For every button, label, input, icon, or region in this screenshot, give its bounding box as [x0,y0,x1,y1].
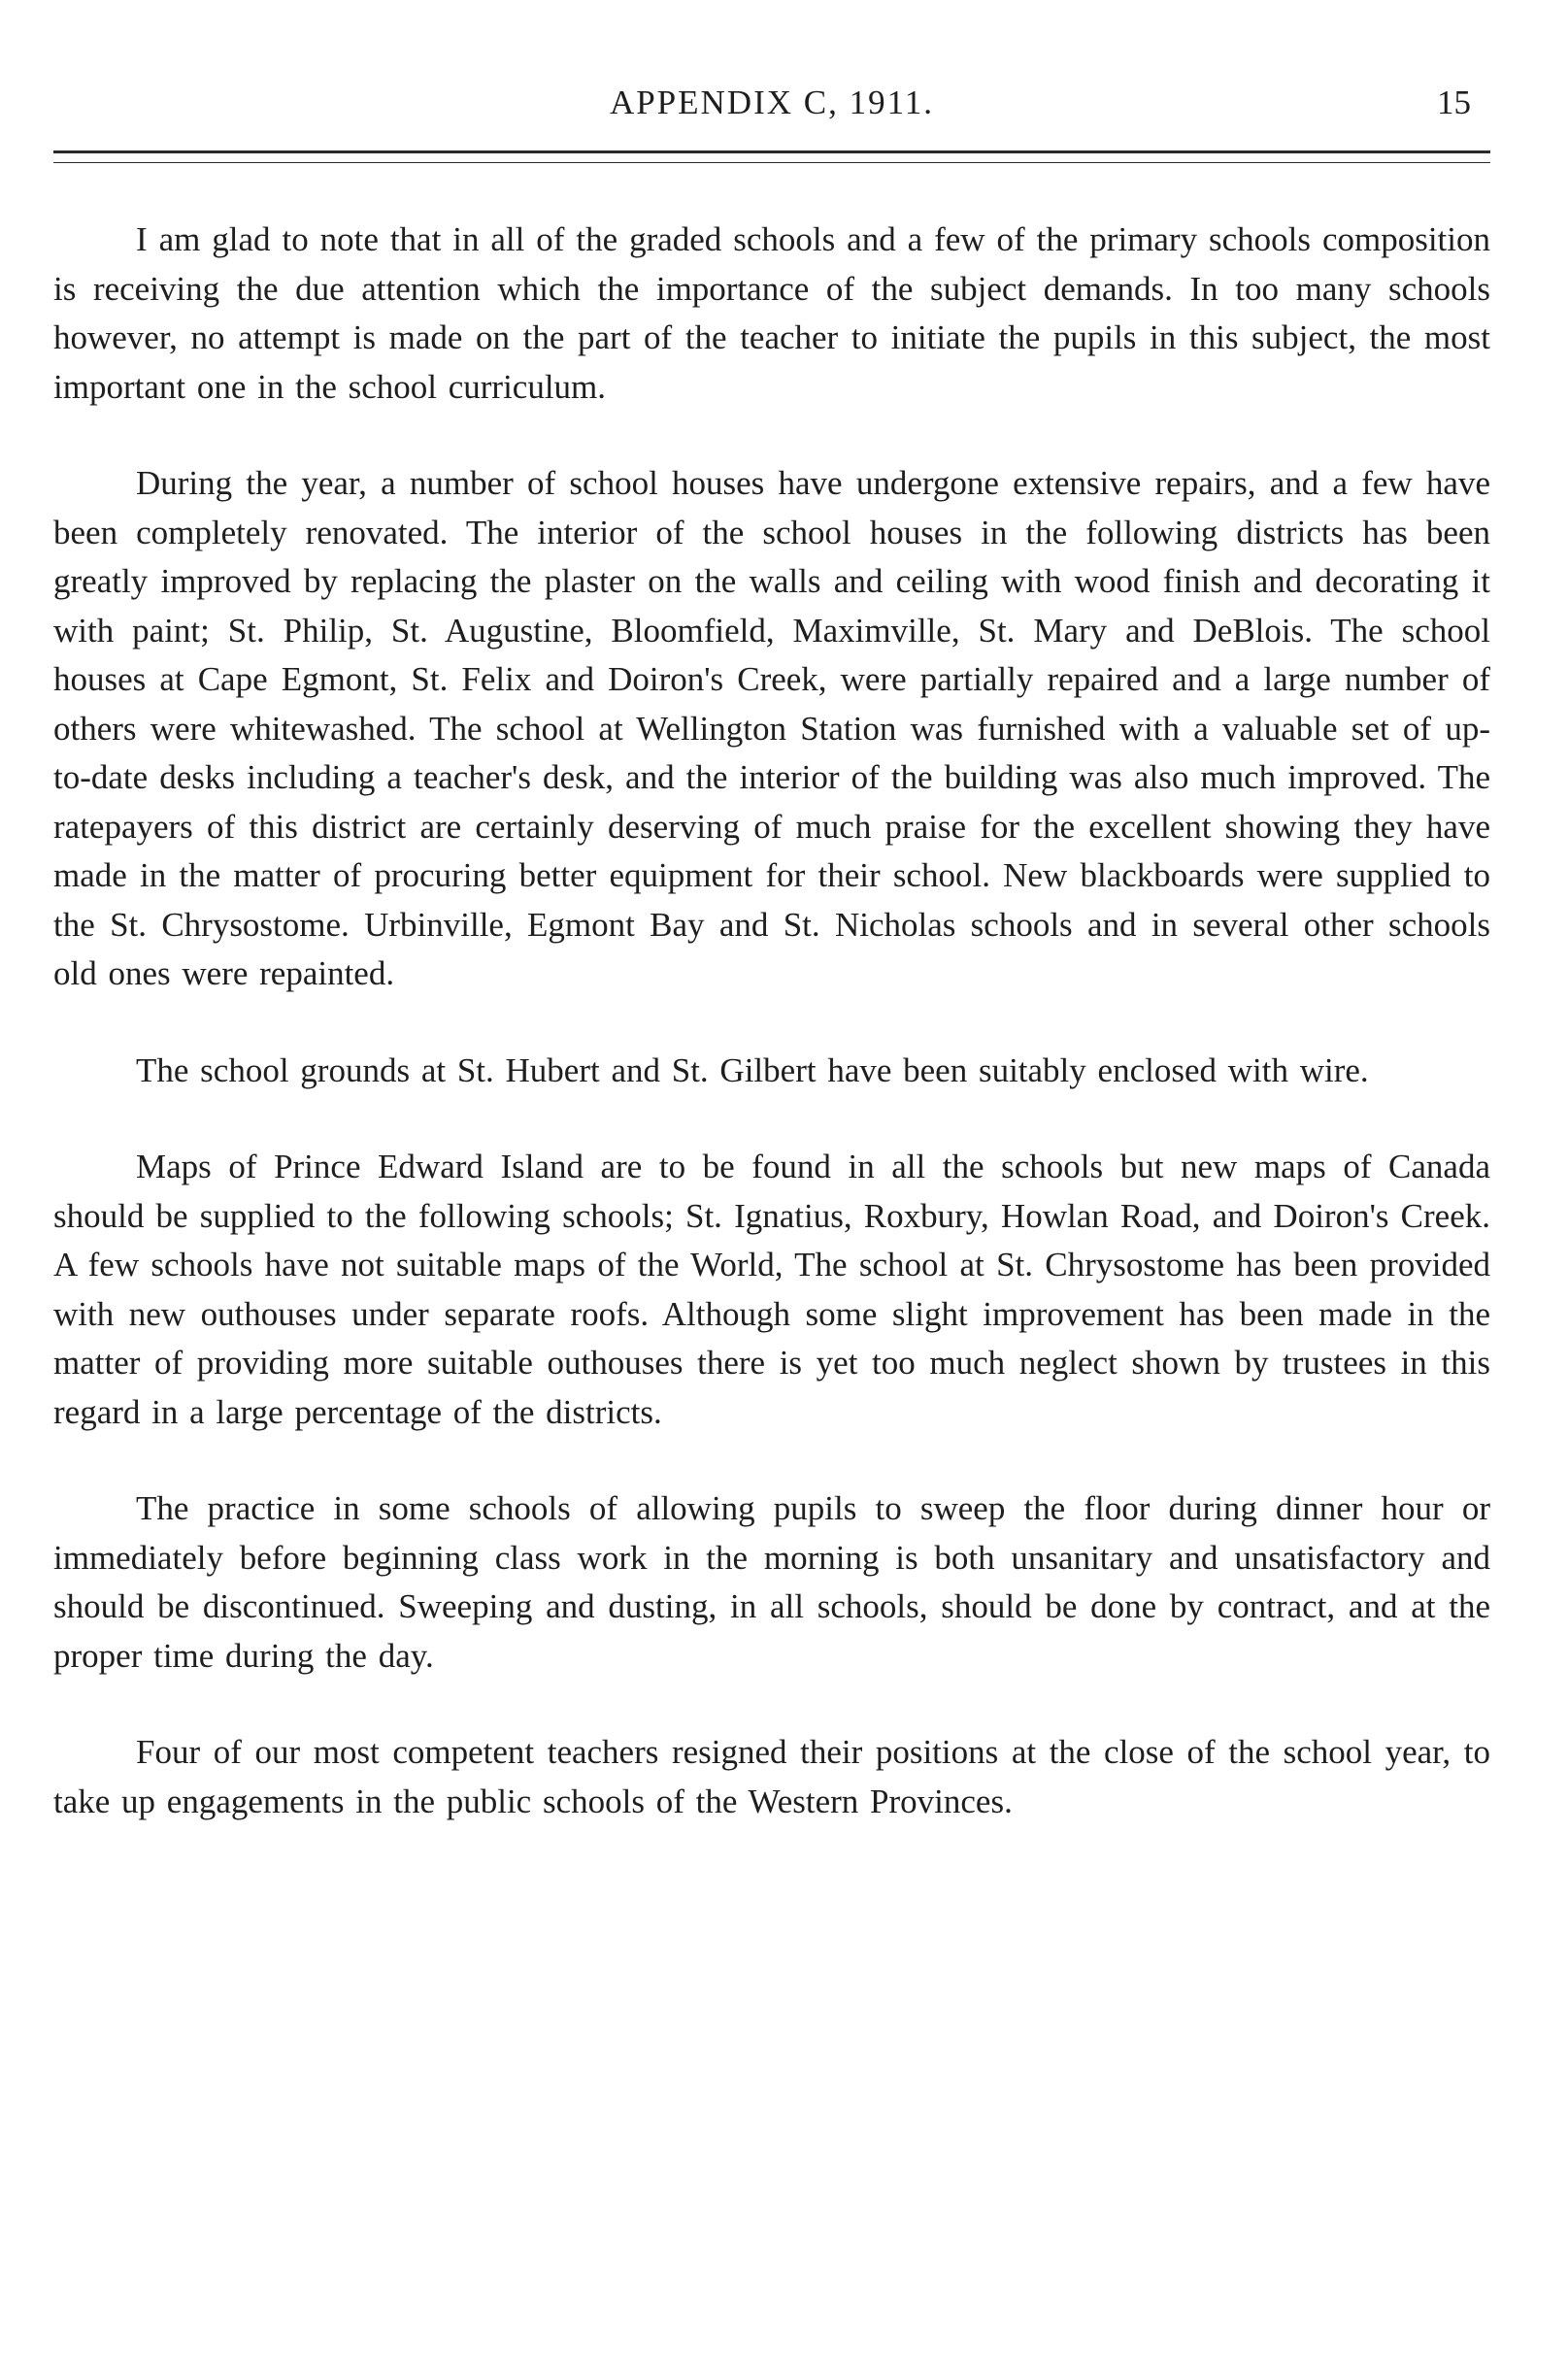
paragraph-repairs: During the year, a number of school houses have undergone extensive repairs, and a few have been completely renovated. The interior of the school houses in the following districts has been greatly improved by replacing the plaster on the walls and ceiling with wood finish and decorating it with paint; St. Philip, St. Augustine, Bloomfield, Maximville, St. Mary and DeBlois. The school houses at Cape Egmont, St. Felix and Doiron's Creek, were partially repaired and a large number of others were whitewashed. The school at Wellington Station was furnished with a valuable set of up-to-date desks including a teacher's desk, and the interior of the building was also much improved. The ratepayers of this district are certainly deserving of much praise for the excellent showing they have made in the matter of procuring better equipment for their school. New blackboards were supplied to the St. Chrysostome. Urbinville, Egmont Bay and St. Nicholas schools and in several other schools old ones were repainted. [53,464,1490,992]
paragraph-teachers-resigned: Four of our most competent teachers resigned their positions at the close of the school year, to take up engagements in the public schools of the Western Provinces. [53,1733,1490,1820]
page-number: 15 [1437,83,1471,121]
paragraph-school-grounds: The school grounds at St. Hubert and St. Gilbert have been suitably enclosed with wire. [136,1050,1369,1089]
header-title: APPENDIX C, 1911. [609,83,935,121]
header-rule [53,150,1490,163]
paragraph-composition: I am glad to note that in all of the graded schools and a few of the primary schools composition is receiving the due attention which the importance of the subject demands. In too many schools however, no attempt is made on the part of the teacher to initiate the pupils in this subject, the most important one in the school curriculum. [53,220,1490,406]
body-text [53,216,1490,1874]
paragraph-maps-outhouses: Maps of Prince Edward Island are to be found in all the schools but new maps of Canada should be supplied to the following schools; St. Ignatius, Roxbury, Howlan Road, and Doiron's Creek. A few schools have not suitable maps of the World, The school at St. Chrysostome has been provided with new outhouses under separate roofs. Although some slight improvement has been made in the matter of providing more suitable outhouses there is yet too much neglect shown by trustees in this regard in a large percentage of the districts. [53,1148,1490,1431]
paragraph-sweeping: The practice in some schools of allowing pupils to sweep the floor during dinner hour or immediately before beginning class work in the morning is both unsanitary and unsatisfactory and should be discontinued. Sweeping and dusting, in all schools, should be done by contract, and at the proper time during the day. [53,1489,1490,1675]
running-header [53,83,1490,132]
